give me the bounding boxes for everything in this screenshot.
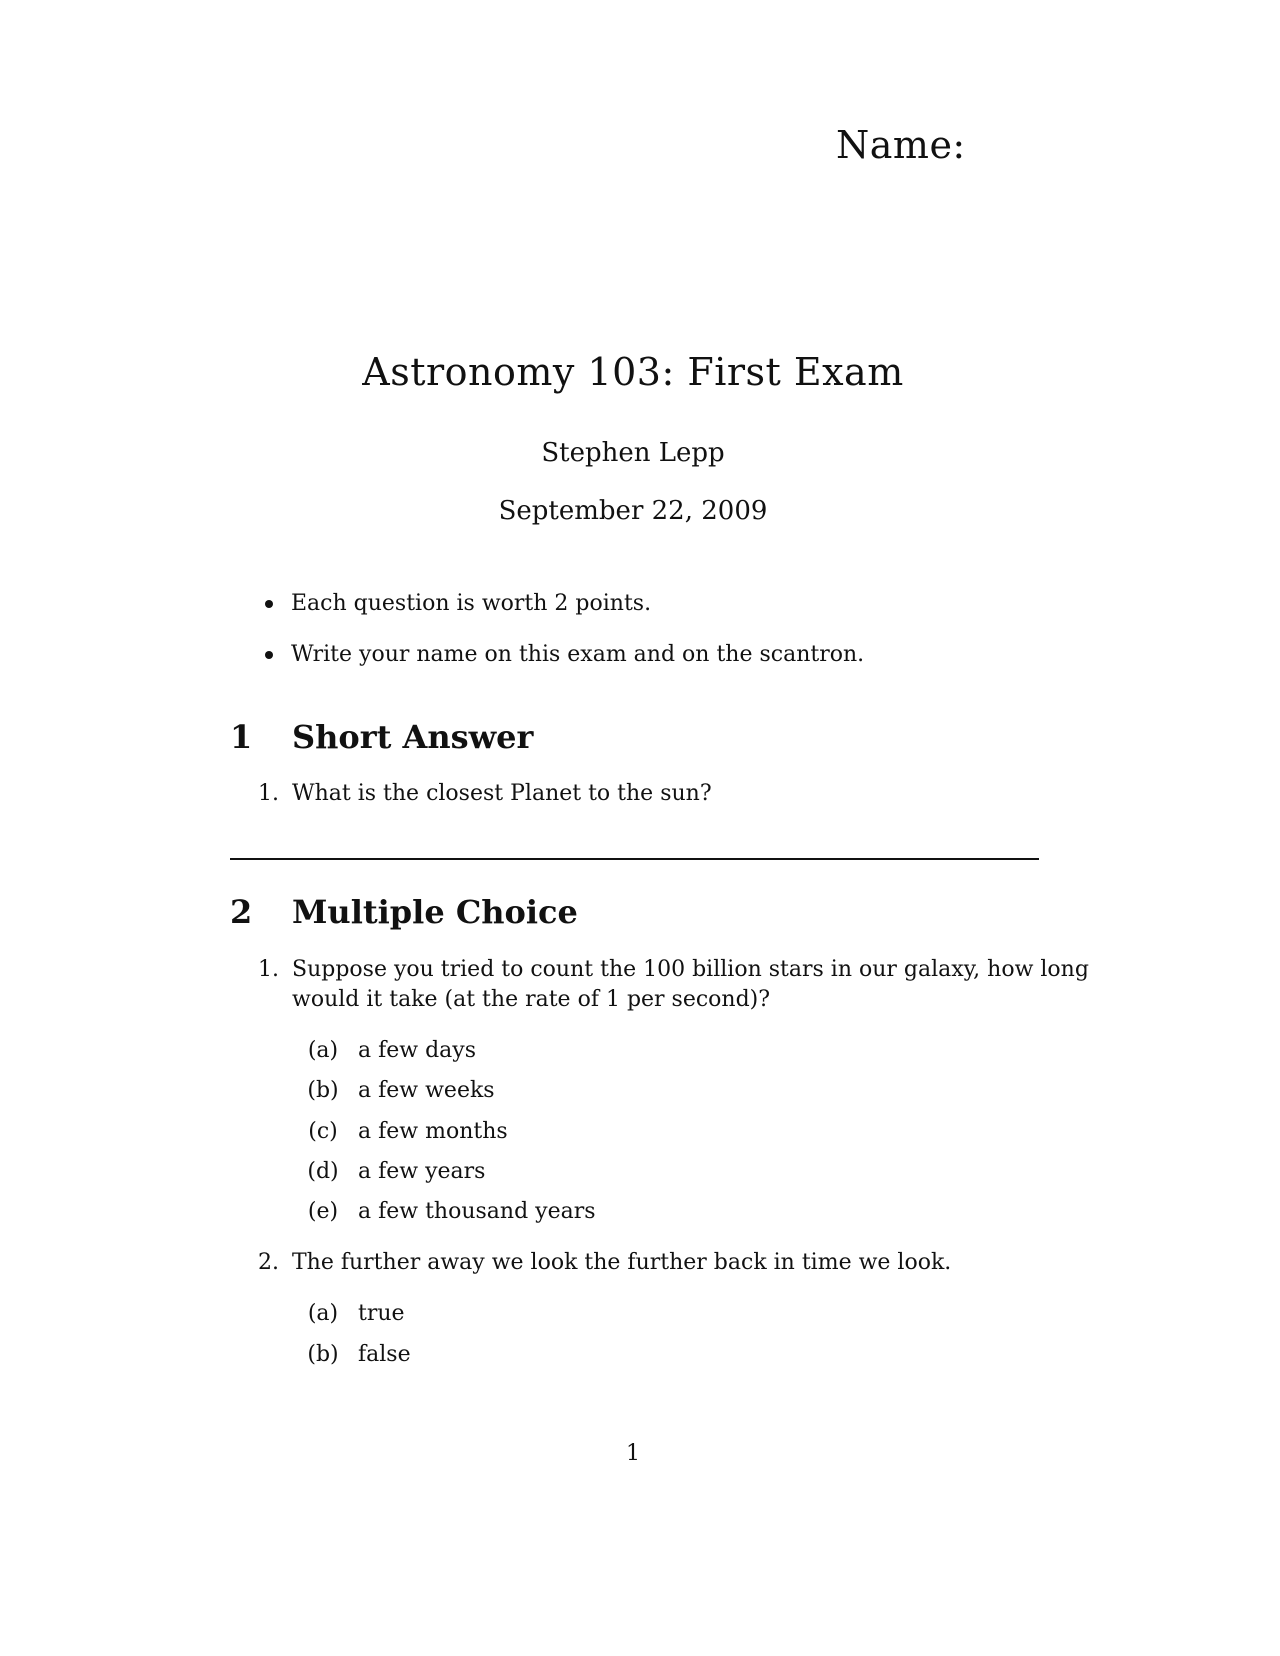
section-heading-multiple-choice	[230, 892, 578, 932]
section-heading-short-answer	[230, 717, 533, 757]
question-number: 1.	[258, 957, 279, 982]
option-letter: (d)	[307, 1159, 339, 1184]
question-text: Suppose you tried to count the 100 billion stars in our galaxy, how long	[292, 957, 1089, 982]
instruction-item	[265, 640, 864, 670]
exam-title: Astronomy 103: First Exam	[362, 350, 904, 394]
question-item	[258, 1248, 951, 1278]
instruction-item	[265, 589, 651, 619]
answer-option	[300, 1076, 495, 1106]
option-letter: (b)	[307, 1078, 339, 1103]
answer-option	[300, 1036, 476, 1066]
option-letter: (a)	[307, 1038, 339, 1063]
question-number: 1.	[258, 781, 279, 806]
question-text: The further away we look the further back in time we look.	[292, 1250, 952, 1275]
exam-date: September 22, 2009	[498, 496, 768, 526]
question-item	[258, 779, 712, 809]
option-text: a few thousand years	[358, 1199, 596, 1224]
instruction-text: Each question is worth 2 points.	[291, 591, 652, 616]
answer-option	[300, 1157, 485, 1187]
answer-option	[300, 1197, 596, 1227]
question-text: What is the closest Planet to the sun?	[292, 781, 712, 806]
instruction-text: Write your name on this exam and on the scantron.	[291, 642, 865, 667]
option-text: a few months	[358, 1119, 508, 1144]
option-letter: (c)	[308, 1119, 338, 1144]
section-title: Multiple Choice	[292, 893, 578, 931]
option-letter: (b)	[307, 1342, 339, 1367]
answer-option	[300, 1299, 405, 1329]
option-text: true	[358, 1301, 405, 1326]
option-text: a few years	[358, 1159, 486, 1184]
bullet-icon	[265, 651, 273, 659]
question-text-continued: would it take (at the rate of 1 per second)?	[292, 987, 771, 1012]
bullet-icon	[265, 600, 273, 608]
option-letter: (a)	[307, 1301, 339, 1326]
option-text: false	[358, 1342, 411, 1367]
page-number: 1	[626, 1441, 640, 1466]
option-letter: (e)	[307, 1199, 339, 1224]
section-title: Short Answer	[292, 718, 534, 756]
author-name: Stephen Lepp	[541, 438, 725, 468]
question-number: 2.	[258, 1250, 279, 1275]
name-label: Name:	[836, 123, 966, 167]
section-number: 2	[230, 893, 253, 931]
section-number: 1	[230, 718, 253, 756]
answer-option	[300, 1340, 411, 1370]
answer-line	[230, 858, 1039, 860]
option-text: a few weeks	[358, 1078, 495, 1103]
answer-option	[300, 1117, 508, 1147]
question-item	[258, 955, 1089, 985]
option-text: a few days	[358, 1038, 477, 1063]
